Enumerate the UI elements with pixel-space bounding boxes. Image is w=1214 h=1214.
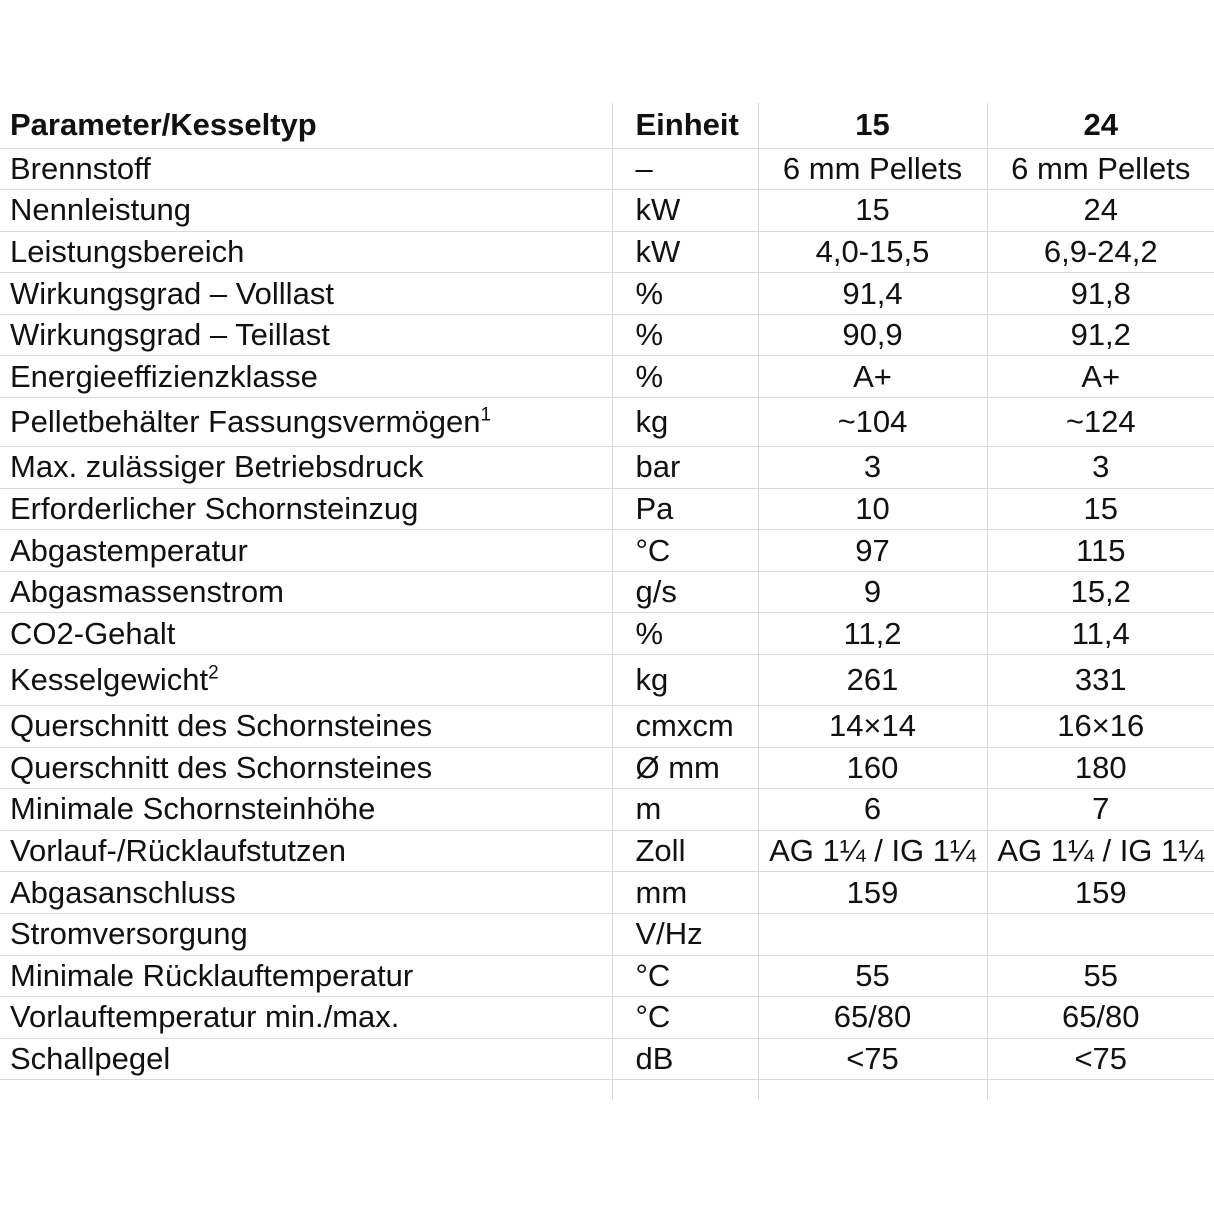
table-row [0,613,1214,655]
header-unit: Einheit [612,103,758,148]
parameter-label: Vorlauftemperatur min./max. [0,997,612,1039]
parameter-label: Vorlauf-/Rücklaufstutzen [0,830,612,872]
table-row [0,955,1214,997]
model-24-value: 16×16 [987,706,1214,748]
model-24-value: 6 mm Pellets [987,148,1214,190]
unit-value: °C [612,530,758,572]
model-24-value: 7 [987,789,1214,831]
table-row [0,655,1214,706]
unit-value: kW [612,190,758,232]
table-row [0,231,1214,273]
model-15-value: <75 [758,1038,987,1080]
model-15-value [758,1080,987,1100]
spec-table-body [0,103,1214,1100]
table-row [0,398,1214,447]
model-24-value: 331 [987,655,1214,706]
parameter-label: Stromversorgung [0,914,612,956]
model-24-value: AG 1¼ / IG 1¼ [987,830,1214,872]
unit-value: % [612,356,758,398]
table-row [0,530,1214,572]
table-row [0,789,1214,831]
footnote-marker: 2 [208,662,219,684]
table-row [0,706,1214,748]
table-row [0,872,1214,914]
parameter-label: Wirkungsgrad – Teillast [0,314,612,356]
model-24-value: 15 [987,488,1214,530]
unit-value: dB [612,1038,758,1080]
model-24-value: 11,4 [987,613,1214,655]
model-15-value [758,914,987,956]
table-row [0,997,1214,1039]
parameter-label: Minimale Rücklauftemperatur [0,955,612,997]
model-15-value: 6 [758,789,987,831]
unit-value: mm [612,872,758,914]
model-24-value: 159 [987,872,1214,914]
model-15-value: 55 [758,955,987,997]
table-row [0,571,1214,613]
footnote-marker: 1 [480,404,492,426]
parameter-label: Minimale Schornsteinhöhe [0,789,612,831]
parameter-label: Pelletbehälter Fassungsvermögen$^1$ [0,398,612,447]
table-row [0,830,1214,872]
table-header-row [0,103,1214,148]
model-15-value: 9 [758,571,987,613]
model-24-value: ~124 [987,398,1214,447]
model-24-value: 91,8 [987,273,1214,315]
spec-table [0,103,1214,1100]
empty-row [0,1080,1214,1100]
unit-value: % [612,613,758,655]
model-15-value: 4,0-15,5 [758,231,987,273]
parameter-label: Leistungsbereich [0,231,612,273]
table-row [0,747,1214,789]
spec-sheet [0,103,1214,1100]
model-24-value: 55 [987,955,1214,997]
table-row [0,1038,1214,1080]
model-15-value: 11,2 [758,613,987,655]
model-15-value: 159 [758,872,987,914]
model-24-value: 24 [987,190,1214,232]
model-24-value: A+ [987,356,1214,398]
unit-value: V/Hz [612,914,758,956]
model-15-value: 3 [758,447,987,489]
model-15-value: 97 [758,530,987,572]
parameter-label: Brennstoff [0,148,612,190]
unit-value: °C [612,955,758,997]
header-model-15: 15 [758,103,987,148]
unit-value: m [612,789,758,831]
unit-value: % [612,273,758,315]
table-row [0,356,1214,398]
table-row [0,314,1214,356]
unit-value: °C [612,997,758,1039]
parameter-label: Kesselgewicht$^2$ [0,655,612,706]
unit-value: % [612,314,758,356]
table-row [0,447,1214,489]
parameter-label: Schallpegel [0,1038,612,1080]
unit-value: kg [612,398,758,447]
unit-value: Ø mm [612,747,758,789]
model-15-value: 15 [758,190,987,232]
table-row [0,488,1214,530]
unit-value: Pa [612,488,758,530]
header-model-24: 24 [987,103,1214,148]
unit-value: kW [612,231,758,273]
model-15-value: A+ [758,356,987,398]
model-15-value: 261 [758,655,987,706]
unit-value: Zoll [612,830,758,872]
parameter-label: Nennleistung [0,190,612,232]
parameter-label [0,1080,612,1100]
parameter-label: Erforderlicher Schornsteinzug [0,488,612,530]
parameter-label: Querschnitt des Schornsteines [0,747,612,789]
model-24-value: 91,2 [987,314,1214,356]
model-15-value: 14×14 [758,706,987,748]
model-24-value [987,1080,1214,1100]
table-row [0,190,1214,232]
model-24-value: 65/80 [987,997,1214,1039]
header-parameter: Parameter/Kesseltyp [10,107,317,143]
table-row [0,914,1214,956]
parameter-label: Querschnitt des Schornsteines [0,706,612,748]
unit-value: – [612,148,758,190]
table-row [0,273,1214,315]
model-15-value: ~104 [758,398,987,447]
model-24-value [987,914,1214,956]
parameter-label: CO2-Gehalt [0,613,612,655]
model-15-value: 65/80 [758,997,987,1039]
model-24-value: 180 [987,747,1214,789]
parameter-label: Wirkungsgrad – Volllast [0,273,612,315]
model-15-value: 160 [758,747,987,789]
model-15-value: 91,4 [758,273,987,315]
model-24-value: <75 [987,1038,1214,1080]
parameter-label: Energieeffizienzklasse [0,356,612,398]
parameter-label: Abgasanschluss [0,872,612,914]
model-15-value: 6 mm Pellets [758,148,987,190]
unit-value: cmxcm [612,706,758,748]
unit-value: kg [612,655,758,706]
parameter-label: Max. zulässiger Betriebsdruck [0,447,612,489]
unit-value: g/s [612,571,758,613]
model-15-value: 90,9 [758,314,987,356]
table-row [0,148,1214,190]
parameter-label: Abgasmassenstrom [0,571,612,613]
model-24-value: 6,9-24,2 [987,231,1214,273]
unit-value [612,1080,758,1100]
model-24-value: 115 [987,530,1214,572]
unit-value: bar [612,447,758,489]
model-24-value: 15,2 [987,571,1214,613]
model-15-value: AG 1¼ / IG 1¼ [758,830,987,872]
model-15-value: 10 [758,488,987,530]
parameter-label: Abgastemperatur [0,530,612,572]
model-24-value: 3 [987,447,1214,489]
